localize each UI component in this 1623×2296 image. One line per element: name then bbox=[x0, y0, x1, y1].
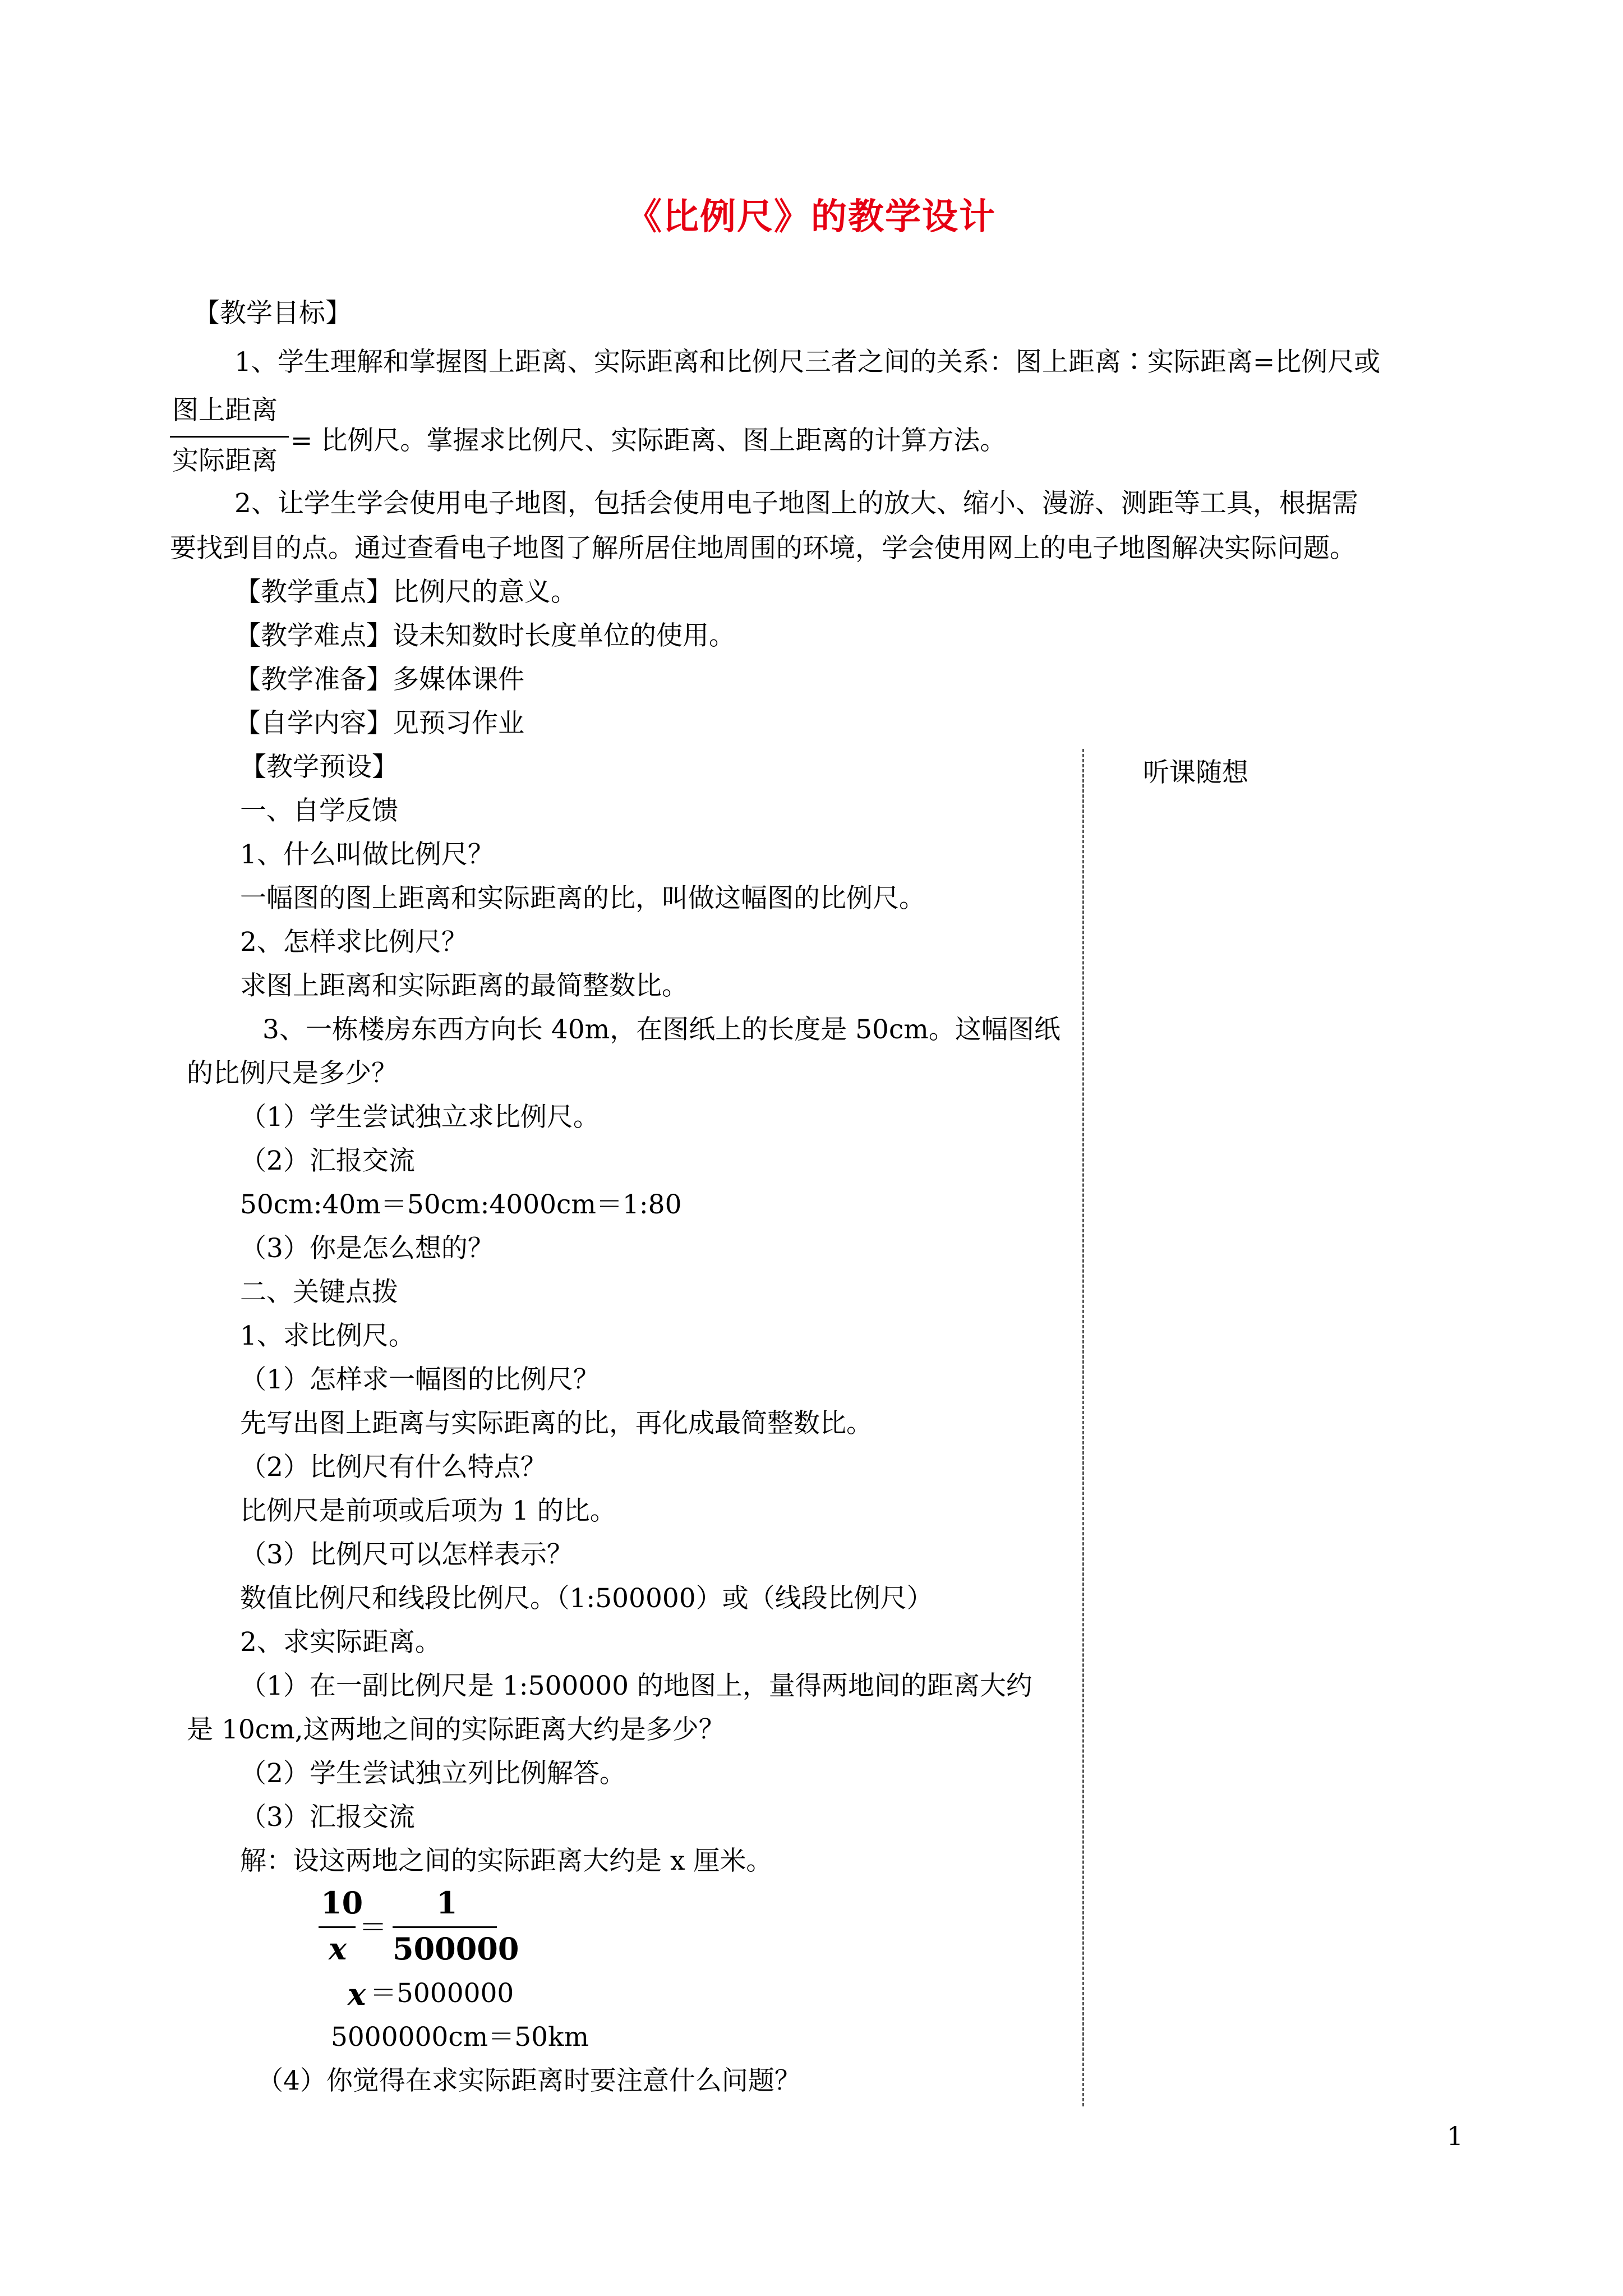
key-point: 【教学重点】比例尺的意义。 bbox=[234, 577, 577, 608]
preset-line: 二、关键点拨 bbox=[240, 1277, 398, 1308]
preset-line: （1）怎样求一幅图的比例尺？ bbox=[240, 1364, 600, 1395]
eq-right-bar bbox=[393, 1926, 497, 1928]
preset-line: 数值比例尺和线段比例尺。（1:500000）或（线段比例尺） bbox=[240, 1583, 933, 1614]
preset-line: （2）比例尺有什么特点？ bbox=[240, 1452, 547, 1483]
preset-line: 的比例尺是多少？ bbox=[187, 1058, 398, 1089]
x-value: ＝5000000 bbox=[370, 1978, 514, 2009]
preset-line: 求图上距离和实际距离的最简整数比。 bbox=[240, 970, 688, 1001]
eq-right-numerator: 1 bbox=[436, 1885, 458, 1921]
equation-left-fraction bbox=[319, 1885, 363, 1972]
goals-heading: 【教学目标】 bbox=[193, 298, 352, 329]
goals-item1-line1: 1、学生理解和掌握图上距离、实际距离和比例尺三者之间的关系：图上距离∶实际距离=比例尺或 bbox=[234, 347, 1381, 378]
eq-left-bar bbox=[319, 1926, 356, 1928]
page-title: 《比例尺》的教学设计 bbox=[626, 196, 996, 238]
fraction-denominator: 实际距离 bbox=[172, 445, 278, 476]
preset-line: 2、怎样求比例尺？ bbox=[240, 927, 468, 958]
goals-item1-line2: = 比例尺。掌握求比例尺、实际距离、图上距离的计算方法。 bbox=[291, 425, 1007, 456]
preset-line: 3、一栋楼房东西方向长 40m，在图纸上的长度是 50cm。这幅图纸 bbox=[262, 1014, 1061, 1045]
x-variable: x bbox=[348, 1976, 366, 2012]
goals-item2-line2: 要找到目的点。通过查看电子地图了解所居住地周围的环境，学会使用网上的电子地图解决实际问题。 bbox=[170, 533, 1356, 564]
preset-line: （1）学生尝试独立求比例尺。 bbox=[240, 1102, 600, 1133]
preset-line: 一、自学反馈 bbox=[240, 795, 398, 826]
last-question: （4）你觉得在求实际距离时要注意什么问题？ bbox=[257, 2065, 801, 2096]
column-divider bbox=[1082, 749, 1084, 2106]
eq-left-denominator: x bbox=[329, 1931, 347, 1967]
preset-line: 50cm:40m＝50cm:4000cm＝1:80 bbox=[240, 1189, 682, 1220]
side-note-heading: 听课随想 bbox=[1143, 757, 1248, 788]
preset-line: 比例尺是前项或后项为 1 的比。 bbox=[240, 1496, 616, 1526]
preset-heading: 【教学预设】 bbox=[240, 752, 398, 783]
preset-line: 1、什么叫做比例尺？ bbox=[240, 839, 494, 870]
fraction-bar bbox=[170, 436, 289, 438]
eq-sign: ＝ bbox=[359, 1911, 387, 1944]
preset-line: 1、求比例尺。 bbox=[240, 1320, 415, 1351]
eq-left-numerator: 10 bbox=[321, 1885, 363, 1921]
preset-line: （2）学生尝试独立列比例解答。 bbox=[240, 1758, 626, 1789]
unit-conversion: 5000000cm＝50km bbox=[331, 2022, 589, 2053]
equation-right-fraction bbox=[393, 1885, 519, 1972]
fraction-numerator: 图上距离 bbox=[172, 395, 278, 426]
goals-fraction bbox=[170, 397, 289, 481]
preset-line: （3）你是怎么想的？ bbox=[240, 1233, 494, 1264]
preset-line: （1）在一副比例尺是 1:500000 的地图上，量得两地间的距离大约 bbox=[240, 1671, 1032, 1701]
self-study: 【自学内容】见预习作业 bbox=[234, 708, 524, 739]
goals-item2-line1: 2、让学生学会使用电子地图，包括会使用电子地图上的放大、缩小、漫游、测距等工具，根据需 bbox=[234, 488, 1358, 519]
preset-line: 2、求实际距离。 bbox=[240, 1627, 441, 1658]
page-number: 1 bbox=[1446, 2121, 1463, 2151]
preparation: 【教学准备】多媒体课件 bbox=[234, 664, 524, 695]
preset-line: 一幅图的图上距离和实际距离的比，叫做这幅图的比例尺。 bbox=[240, 883, 925, 914]
preset-line: （2）汇报交流 bbox=[240, 1145, 415, 1176]
preset-line: 先写出图上距离与实际距离的比，再化成最简整数比。 bbox=[240, 1408, 873, 1439]
preset-line: 是 10cm,这两地之间的实际距离大约是多少？ bbox=[187, 1714, 725, 1745]
preset-line: （3）汇报交流 bbox=[240, 1802, 415, 1833]
preset-line: 解：设这两地之间的实际距离大约是 x 厘米。 bbox=[240, 1846, 773, 1876]
preset-line: （3）比例尺可以怎样表示？ bbox=[240, 1539, 573, 1570]
eq-right-denominator: 500000 bbox=[393, 1931, 519, 1967]
difficulty: 【教学难点】设未知数时长度单位的使用。 bbox=[234, 620, 735, 651]
